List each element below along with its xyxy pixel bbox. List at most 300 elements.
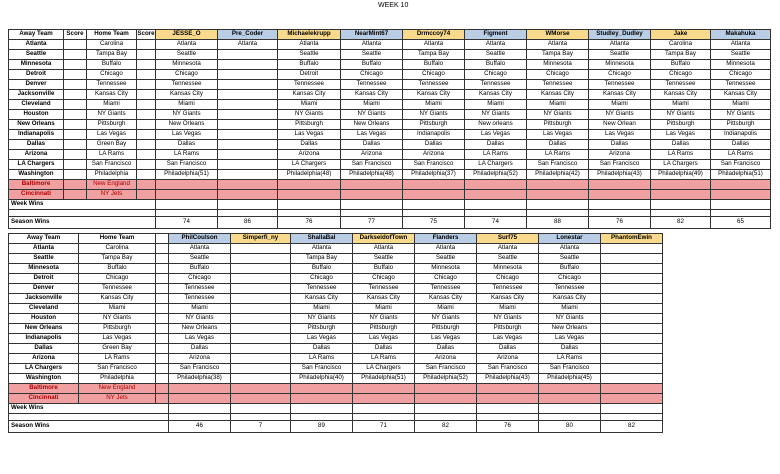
spacer-cell	[156, 274, 169, 284]
away-team-cell: Minnesota	[9, 60, 64, 70]
pick-cell	[601, 394, 663, 404]
away-team-cell: Seattle	[9, 254, 79, 264]
pick-cell: LA Chargers	[278, 160, 341, 170]
pick-cell: Miami	[477, 304, 539, 314]
season-wins-cell: 76	[589, 217, 651, 229]
pick-cell: New Orleans	[156, 120, 218, 130]
player-name-header: DarkseidofTown	[353, 234, 415, 244]
pick-cell	[231, 334, 291, 344]
away-team-cell: Atlanta	[9, 40, 64, 50]
pick-cell	[601, 384, 663, 394]
pick-cell: Philadelphia(38)	[169, 374, 231, 384]
pick-cell: Tennessee	[415, 284, 477, 294]
pick-cell: Arizona	[415, 354, 477, 364]
pick-cell	[231, 314, 291, 324]
pick-cell: Arizona	[341, 150, 403, 160]
pick-cell	[169, 394, 231, 404]
pick-cell: Minnesota	[156, 60, 218, 70]
week-wins-cell	[403, 200, 465, 210]
spacer-cell	[156, 324, 169, 334]
blank-cell	[403, 210, 465, 217]
pick-cell: Philadelphia(45)	[539, 374, 601, 384]
game-row	[9, 180, 771, 190]
week-wins-row	[9, 404, 663, 414]
pick-cell: Chicago	[156, 70, 218, 80]
player-name-header: Drmccoy74	[403, 30, 465, 40]
game-row	[9, 130, 771, 140]
pick-cell	[527, 190, 589, 200]
pick-cell: NY Giants	[477, 314, 539, 324]
pick-cell: New Orleans	[341, 120, 403, 130]
home-score-cell	[137, 100, 156, 110]
away-team-cell: Jacksonville	[9, 90, 64, 100]
pick-cell: New Orleans	[539, 324, 601, 334]
player-name-header: PhilCoulson	[169, 234, 231, 244]
pick-cell: LA Rams	[651, 150, 711, 160]
away-score-cell	[64, 90, 87, 100]
pick-cell	[415, 394, 477, 404]
blank-cell	[353, 414, 415, 421]
pick-cell: Miami	[539, 304, 601, 314]
pick-cell: Las Vegas	[465, 130, 527, 140]
pick-cell: Kansas City	[651, 90, 711, 100]
home-team-cell: NY Jets	[79, 394, 156, 404]
pick-cell: LA Rams	[156, 150, 218, 160]
pick-cell	[231, 254, 291, 264]
away-score-cell	[64, 100, 87, 110]
pick-cell	[231, 344, 291, 354]
pick-cell	[218, 100, 278, 110]
pick-cell: Atlanta	[527, 40, 589, 50]
pick-cell: Miami	[465, 100, 527, 110]
pick-cell: Dallas	[156, 140, 218, 150]
game-row	[9, 324, 663, 334]
pick-cell	[341, 180, 403, 190]
season-wins-cell: 7	[231, 421, 291, 433]
away-team-cell: Arizona	[9, 354, 79, 364]
pick-cell: Atlanta	[403, 40, 465, 50]
away-score-cell	[64, 180, 87, 190]
blank-cell	[527, 210, 589, 217]
pick-cell: Seattle	[589, 50, 651, 60]
header-row	[9, 30, 771, 40]
home-team-cell: Las Vegas	[79, 334, 156, 344]
game-row	[9, 120, 771, 130]
pick-cell: Philadelphia(51)	[353, 374, 415, 384]
week-wins-label: Week Wins	[9, 404, 169, 414]
pick-cell: Kansas City	[403, 90, 465, 100]
pick-cell: NY Giants	[353, 314, 415, 324]
player-name-header: Studley_Dudley	[589, 30, 651, 40]
spacer-cell	[156, 374, 169, 384]
game-row	[9, 344, 663, 354]
pick-cell: Atlanta	[353, 244, 415, 254]
pick-cell: San Francisco	[169, 364, 231, 374]
pick-cell: Tennessee	[539, 284, 601, 294]
pick-cell: Seattle	[278, 50, 341, 60]
blank-cell	[218, 210, 278, 217]
pick-cell: Indianapolis	[711, 130, 771, 140]
pick-cell	[218, 90, 278, 100]
home-score-cell	[137, 120, 156, 130]
game-row	[9, 160, 771, 170]
pick-cell	[291, 394, 353, 404]
pick-cell: Buffalo	[278, 60, 341, 70]
spacer-cell	[156, 244, 169, 254]
home-score-header: Score	[137, 30, 156, 40]
pick-cell: NY Giants	[465, 110, 527, 120]
away-score-cell	[64, 70, 87, 80]
player-name-header: PhantomEwin	[601, 234, 663, 244]
pick-cell: Tennessee	[291, 284, 353, 294]
game-row	[9, 364, 663, 374]
home-team-cell: Buffalo	[87, 60, 137, 70]
pick-cell: LA Chargers	[353, 364, 415, 374]
away-score-cell	[64, 120, 87, 130]
game-row	[9, 40, 771, 50]
week-wins-cell	[218, 200, 278, 210]
pick-cell: NY Giants	[539, 314, 601, 324]
home-team-cell: Tampa Bay	[87, 50, 137, 60]
pick-cell	[353, 384, 415, 394]
away-team-cell: Cincinnati	[9, 394, 79, 404]
pick-cell: Miami	[341, 100, 403, 110]
pick-cell: Las Vegas	[477, 334, 539, 344]
pick-cell	[156, 190, 218, 200]
home-team-header: Home Team	[79, 234, 156, 244]
pick-cell: Miami	[291, 304, 353, 314]
game-row	[9, 150, 771, 160]
pick-cell	[601, 324, 663, 334]
pick-cell: Pittsburgh	[278, 120, 341, 130]
pick-cell: Atlanta	[218, 40, 278, 50]
season-wins-cell: 88	[527, 217, 589, 229]
pick-cell: Buffalo	[539, 264, 601, 274]
pick-cell	[231, 374, 291, 384]
home-score-cell	[137, 150, 156, 160]
pick-cell	[218, 110, 278, 120]
home-team-cell: Philadelphia	[79, 374, 156, 384]
pick-cell	[218, 120, 278, 130]
pick-cell: NY Giants	[169, 314, 231, 324]
away-team-cell: Houston	[9, 314, 79, 324]
pick-cell	[231, 364, 291, 374]
pick-cell: Tennessee	[711, 80, 771, 90]
away-team-header: Away Team	[9, 234, 79, 244]
season-wins-cell: 86	[218, 217, 278, 229]
pick-cell: Minnesota	[477, 264, 539, 274]
home-score-cell	[137, 50, 156, 60]
pick-cell: Atlanta	[415, 244, 477, 254]
pick-cell: Chicago	[353, 274, 415, 284]
pick-cell: Dallas	[539, 344, 601, 354]
pick-cell: Las Vegas	[353, 334, 415, 344]
pick-cell: Miami	[589, 100, 651, 110]
pick-cell	[291, 384, 353, 394]
away-team-cell: Minnesota	[9, 264, 79, 274]
player-name-header: JESSE_O	[156, 30, 218, 40]
pick-cell: LA Rams	[539, 354, 601, 364]
pick-cell: Philadelphia(52)	[415, 374, 477, 384]
spacer-cell	[156, 384, 169, 394]
pick-cell: Las Vegas	[341, 130, 403, 140]
season-wins-cell: 74	[465, 217, 527, 229]
pick-cell: NY Giants	[403, 110, 465, 120]
pick-cell	[403, 190, 465, 200]
bottom-picks-table	[8, 233, 663, 433]
away-score-cell	[64, 130, 87, 140]
away-team-cell: Seattle	[9, 50, 64, 60]
pick-cell: Atlanta	[341, 40, 403, 50]
away-team-cell: Indianapolis	[9, 130, 64, 140]
spacer-cell	[156, 264, 169, 274]
pick-cell	[403, 180, 465, 190]
pick-cell: NY Giants	[527, 110, 589, 120]
game-row	[9, 110, 771, 120]
pick-cell: Arizona	[477, 354, 539, 364]
header-row	[9, 234, 663, 244]
pick-cell: Chicago	[291, 274, 353, 284]
pick-cell: Buffalo	[353, 264, 415, 274]
pick-cell: Seattle	[415, 254, 477, 264]
pick-cell: Chicago	[589, 70, 651, 80]
pick-cell: Atlanta	[278, 40, 341, 50]
away-team-cell: Atlanta	[9, 244, 79, 254]
pick-cell: NY Giants	[415, 314, 477, 324]
pick-cell: San Francisco	[291, 364, 353, 374]
home-team-cell: Carolina	[87, 40, 137, 50]
pick-cell: Chicago	[403, 70, 465, 80]
away-team-cell: New Orleans	[9, 324, 79, 334]
pick-cell	[218, 160, 278, 170]
pick-cell	[218, 60, 278, 70]
spacer-cell	[156, 354, 169, 364]
pick-cell: Seattle	[156, 50, 218, 60]
game-row	[9, 50, 771, 60]
game-row	[9, 244, 663, 254]
away-team-cell: Cincinnati	[9, 190, 64, 200]
pick-cell: Philadelphia(51)	[156, 170, 218, 180]
home-score-cell	[137, 110, 156, 120]
pick-cell	[601, 374, 663, 384]
away-team-cell: Cleveland	[9, 304, 79, 314]
pick-cell: Las Vegas	[651, 130, 711, 140]
pick-cell	[156, 180, 218, 190]
away-team-cell: Detroit	[9, 274, 79, 284]
game-row	[9, 80, 771, 90]
home-team-cell: Philadelphia	[87, 170, 137, 180]
pick-cell	[218, 70, 278, 80]
home-team-cell: NY Jets	[87, 190, 137, 200]
game-row	[9, 294, 663, 304]
pick-cell: Dallas	[527, 140, 589, 150]
pick-cell: Las Vegas	[539, 334, 601, 344]
away-score-cell	[64, 190, 87, 200]
away-team-cell: Washington	[9, 374, 79, 384]
season-wins-cell: 76	[477, 421, 539, 433]
pick-cell: Dallas	[589, 140, 651, 150]
blank-cell	[291, 414, 353, 421]
pick-cell: Arizona	[589, 150, 651, 160]
pick-cell: Tennessee	[477, 284, 539, 294]
game-row	[9, 254, 663, 264]
home-team-cell: Carolina	[79, 244, 156, 254]
pick-cell: Buffalo	[465, 60, 527, 70]
pick-cell: Kansas City	[291, 294, 353, 304]
home-score-cell	[137, 60, 156, 70]
pick-cell: Minnesota	[527, 60, 589, 70]
pick-cell: Seattle	[169, 254, 231, 264]
season-wins-cell: 80	[539, 421, 601, 433]
pick-cell: Buffalo	[403, 60, 465, 70]
away-team-cell: Denver	[9, 284, 79, 294]
away-team-cell: Washington	[9, 170, 64, 180]
pick-cell	[341, 190, 403, 200]
pick-cell: LA Chargers	[651, 160, 711, 170]
game-row	[9, 70, 771, 80]
player-name-header: Pre_Coder	[218, 30, 278, 40]
pick-cell: Tampa Bay	[651, 50, 711, 60]
game-row	[9, 374, 663, 384]
pick-cell: Pittsburgh	[353, 324, 415, 334]
away-team-cell: Indianapolis	[9, 334, 79, 344]
home-team-cell: New England	[79, 384, 156, 394]
pick-cell: Kansas City	[278, 90, 341, 100]
pick-cell	[231, 354, 291, 364]
game-row	[9, 304, 663, 314]
player-name-header: WMorse	[527, 30, 589, 40]
pick-cell: Dallas	[278, 140, 341, 150]
season-wins-row	[9, 421, 663, 433]
week-wins-cell	[477, 404, 539, 414]
player-name-header: ShallaBal	[291, 234, 353, 244]
pick-cell: Carolina	[651, 40, 711, 50]
pick-cell: NY Giants	[291, 314, 353, 324]
week-wins-cell	[291, 404, 353, 414]
pick-cell	[218, 190, 278, 200]
pick-cell: Miami	[278, 100, 341, 110]
pick-cell	[601, 304, 663, 314]
pick-cell: Miami	[651, 100, 711, 110]
home-team-cell: Chicago	[79, 274, 156, 284]
pick-cell: Tennessee	[169, 284, 231, 294]
home-team-cell: Tennessee	[79, 284, 156, 294]
pick-cell: Chicago	[169, 274, 231, 284]
pick-cell: Atlanta	[477, 244, 539, 254]
pick-cell	[601, 284, 663, 294]
home-score-cell	[137, 90, 156, 100]
week-wins-row	[9, 200, 771, 210]
pick-cell: Seattle	[465, 50, 527, 60]
player-name-header: Michaelekrupp	[278, 30, 341, 40]
game-row	[9, 314, 663, 324]
pick-cell: Chicago	[465, 70, 527, 80]
away-team-cell: Dallas	[9, 140, 64, 150]
home-team-cell: Pittsburgh	[87, 120, 137, 130]
away-score-cell	[64, 40, 87, 50]
blank-cell	[601, 414, 663, 421]
season-wins-row	[9, 217, 771, 229]
pick-cell: Minnesota	[589, 60, 651, 70]
pick-cell: Tampa Bay	[403, 50, 465, 60]
pick-cell: Philadelphia(52)	[465, 170, 527, 180]
pick-cell: Philadelphia(48)	[278, 170, 341, 180]
player-name-header: Jake	[651, 30, 711, 40]
pick-cell	[278, 190, 341, 200]
home-team-cell: Buffalo	[79, 264, 156, 274]
pick-cell: San Francisco	[539, 364, 601, 374]
blank-cell	[278, 210, 341, 217]
game-row	[9, 90, 771, 100]
pick-cell: Tennessee	[465, 80, 527, 90]
week-wins-cell	[711, 200, 771, 210]
blank-cell	[9, 414, 169, 421]
pick-cell	[465, 180, 527, 190]
pick-cell: NY Giants	[156, 110, 218, 120]
home-score-cell	[137, 130, 156, 140]
week-wins-cell	[169, 404, 231, 414]
pick-cell: Philadelphia(42)	[527, 170, 589, 180]
pick-cell	[477, 384, 539, 394]
pick-cell	[601, 314, 663, 324]
pick-cell: Chicago	[341, 70, 403, 80]
pick-cell	[601, 274, 663, 284]
home-team-cell: LA Rams	[87, 150, 137, 160]
pick-cell	[218, 170, 278, 180]
pick-cell: Dallas	[651, 140, 711, 150]
home-team-cell: Kansas City	[87, 90, 137, 100]
pick-cell	[231, 304, 291, 314]
pick-cell	[601, 254, 663, 264]
pick-cell: Dallas	[477, 344, 539, 354]
pick-cell	[218, 80, 278, 90]
pick-cell: LA Chargers	[465, 160, 527, 170]
week-title: WEEK 10	[378, 2, 409, 9]
game-row	[9, 170, 771, 180]
player-name-header: NearMint67	[341, 30, 403, 40]
pick-cell	[169, 384, 231, 394]
pick-cell: LA Rams	[711, 150, 771, 160]
player-name-header: Simperfi_ny	[231, 234, 291, 244]
pick-cell: Kansas City	[341, 90, 403, 100]
game-row	[9, 100, 771, 110]
away-team-header: Away Team	[9, 30, 64, 40]
week-wins-cell	[353, 404, 415, 414]
spacer-cell	[156, 344, 169, 354]
blank-cell	[477, 414, 539, 421]
pick-cell	[601, 294, 663, 304]
pick-cell: Dallas	[711, 140, 771, 150]
pick-cell: Atlanta	[291, 244, 353, 254]
pick-cell: Miami	[527, 100, 589, 110]
game-row	[9, 394, 663, 404]
pick-cell: Las Vegas	[291, 334, 353, 344]
pick-cell: Chicago	[651, 70, 711, 80]
pick-cell: Kansas City	[527, 90, 589, 100]
away-score-cell	[64, 80, 87, 90]
home-score-cell	[137, 70, 156, 80]
season-wins-cell: 71	[353, 421, 415, 433]
pick-cell: Dallas	[353, 344, 415, 354]
pick-cell: Las Vegas	[415, 334, 477, 344]
away-score-cell	[64, 110, 87, 120]
pick-cell	[527, 180, 589, 190]
pick-cell	[218, 140, 278, 150]
pick-cell	[231, 384, 291, 394]
season-wins-label: Season Wins	[9, 421, 169, 433]
pick-cell: Dallas	[465, 140, 527, 150]
player-name-header: Surf75	[477, 234, 539, 244]
